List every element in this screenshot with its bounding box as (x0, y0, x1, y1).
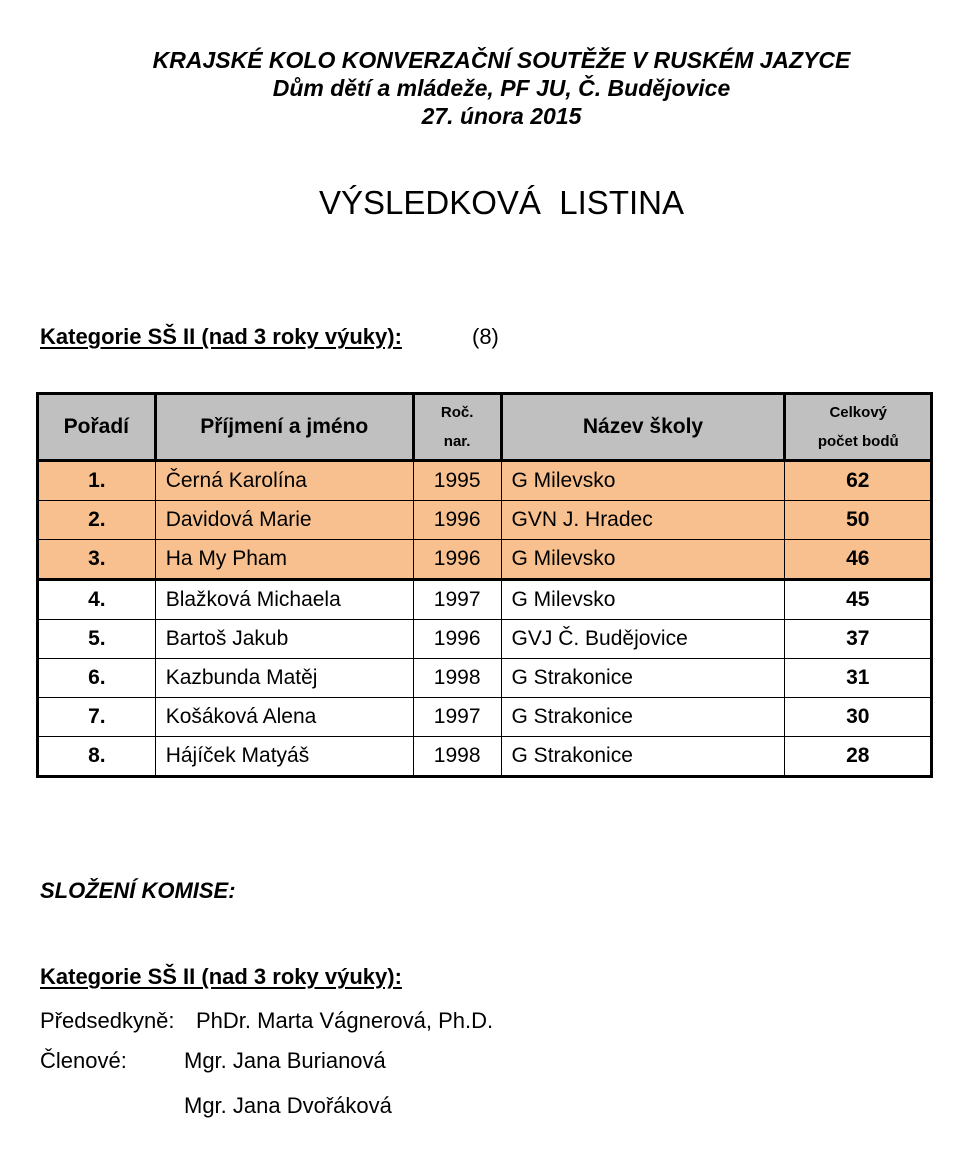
cell-year: 1996 (413, 540, 501, 580)
header-points-line2: počet bodů (817, 433, 899, 450)
cell-rank: 2. (38, 501, 156, 540)
cell-name: Košáková Alena (155, 698, 413, 737)
cell-school: G Strakonice (501, 737, 785, 777)
cell-name: Bartoš Jakub (155, 620, 413, 659)
cell-year: 1997 (413, 698, 501, 737)
member-name: Mgr. Jana Burianová (184, 1048, 386, 1073)
chair-name: PhDr. Marta Vágnerová, Ph.D. (196, 1008, 494, 1033)
cell-points: 28 (785, 737, 932, 777)
member-name: Mgr. Jana Dvořáková (184, 1093, 392, 1118)
table-row (38, 540, 932, 580)
cell-year: 1998 (413, 737, 501, 777)
cell-school: GVN J. Hradec (501, 501, 785, 540)
cell-points: 31 (785, 659, 932, 698)
cell-name: Kazbunda Matěj (155, 659, 413, 698)
cell-points: 37 (785, 620, 932, 659)
cell-school: G Milevsko (501, 540, 785, 580)
cell-rank: 6. (38, 659, 156, 698)
cell-year: 1998 (413, 659, 501, 698)
cell-rank: 5. (38, 620, 156, 659)
cell-year: 1995 (413, 461, 501, 501)
cell-points: 62 (785, 461, 932, 501)
cell-points: 50 (785, 501, 932, 540)
cell-rank: 7. (38, 698, 156, 737)
cell-name: Hájíček Matyáš (155, 737, 413, 777)
cell-points: 46 (785, 540, 932, 580)
members-label: Členové: (40, 1048, 127, 1073)
cell-rank: 8. (38, 737, 156, 777)
cell-name: Blažková Michaela (155, 580, 413, 620)
header-year (413, 394, 501, 461)
cell-school: G Milevsko (501, 461, 785, 501)
cell-name: Černá Karolína (155, 461, 413, 501)
header-rank: Pořadí (38, 394, 156, 461)
header-points-line1: Celkový (829, 404, 888, 421)
header-school: Název školy (501, 394, 785, 461)
header-year-line2: nar. (443, 433, 471, 450)
header-line-3: 27. února 2015 (421, 103, 582, 129)
table-row (38, 580, 932, 620)
cell-school: G Strakonice (501, 698, 785, 737)
cell-school: GVJ Č. Budějovice (501, 620, 785, 659)
cell-year: 1996 (413, 501, 501, 540)
table-row (38, 698, 932, 737)
cell-rank: 3. (38, 540, 156, 580)
cell-school: G Milevsko (501, 580, 785, 620)
cell-name: Davidová Marie (155, 501, 413, 540)
table-row (38, 501, 932, 540)
header-line-1: KRAJSKÉ KOLO KONVERZAČNÍ SOUTĚŽE V RUSKÉM JAZYCE (152, 47, 851, 73)
cell-rank: 4. (38, 580, 156, 620)
cell-points: 30 (785, 698, 932, 737)
table-row (38, 620, 932, 659)
cell-points: 45 (785, 580, 932, 620)
page-title: VÝSLEDKOVÁ LISTINA (319, 184, 684, 221)
table-row (38, 461, 932, 501)
header-year-line1: Roč. (440, 404, 474, 421)
cell-year: 1996 (413, 620, 501, 659)
cell-school: G Strakonice (501, 659, 785, 698)
chair-label: Předsedkyně: (40, 1008, 175, 1033)
cell-year: 1997 (413, 580, 501, 620)
category-label: Kategorie SŠ II (nad 3 roky výuky): (40, 324, 402, 349)
table-row (38, 737, 932, 777)
table-header-row (38, 394, 932, 461)
commission-title: SLOŽENÍ KOMISE: (40, 878, 236, 903)
table-row (38, 659, 932, 698)
commission-category-label: Kategorie SŠ II (nad 3 roky výuky): (40, 964, 402, 989)
results-table (36, 392, 933, 778)
cell-rank: 1. (38, 461, 156, 501)
header-points (785, 394, 932, 461)
cell-name: Ha My Pham (155, 540, 413, 580)
participant-count: (8) (472, 324, 499, 349)
header-name: Příjmení a jméno (155, 394, 413, 461)
header-line-2: Dům dětí a mládeže, PF JU, Č. Budějovice (272, 75, 731, 101)
